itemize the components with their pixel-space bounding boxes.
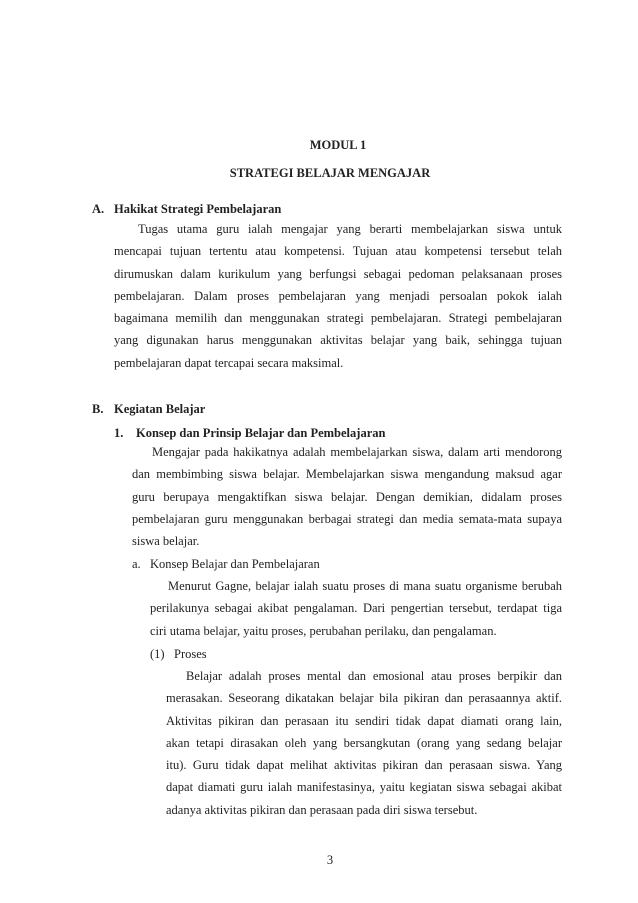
paragraph-line: pembelajaran guru menggunakan berbagai strategi dan media semata-mata supaya <box>132 511 562 526</box>
paragraph-line: bagaimana memilih dan menggunakan strategi pembelajaran. Strategi pembelajaran <box>114 311 562 326</box>
paragraph-line: itu). Guru tidak dapat melihat aktivitas pikiran dan perasaan siswa. Yang <box>166 758 562 773</box>
paragraph-line: Menurut Gagne, belajar ialah suatu proses di mana suatu organisme berubah <box>168 579 562 593</box>
paragraph-line: Tugas utama guru ialah mengajar yang berarti membelajarkan siswa untuk <box>138 222 562 236</box>
paragraph-line: pembelajaran. Dalam proses pembelajaran yang menjadi persoalan pokok ialah <box>114 288 562 303</box>
item-1-label: (1) <box>150 647 165 661</box>
subsection-a-heading <box>132 553 562 575</box>
section-a-label: A. <box>92 202 105 216</box>
section-a-paragraph <box>114 218 562 374</box>
subsection-1-title: Konsep dan Prinsip Belajar dan Pembelajaran <box>136 426 386 440</box>
paragraph-line: Aktivitas pikiran dan perasaan itu sendiri tidak dapat diamati orang lain, <box>166 713 562 728</box>
item-1-title: Proses <box>174 647 207 661</box>
section-b-title: Kegiatan Belajar <box>114 402 206 416</box>
subsection-a-line <box>132 553 562 575</box>
paragraph-line: Mengajar pada hakikatnya adalah membelajarkan siswa, dalam arti mendorong <box>152 445 562 459</box>
paragraph-line: dan membimbing siswa belajar. Membelajarkan siswa mengandung maksud agar <box>132 467 562 482</box>
subsection-a-paragraph <box>150 575 562 642</box>
subsection-1-heading <box>114 426 385 441</box>
page-number: 3 <box>326 853 334 867</box>
paragraph-line: akan tetapi dirasakan oleh yang bersangkutan (orang yang sedang belajar <box>166 735 562 750</box>
subsection-1-label: 1. <box>114 426 124 440</box>
section-a-heading <box>92 202 281 217</box>
paragraph-line: pembelajaran dapat tercapai secara maksimal. <box>114 355 344 370</box>
paragraph-line: Belajar adalah proses mental dan emosional atau proses berpikir dan <box>186 669 562 683</box>
section-b-label: B. <box>92 402 104 416</box>
item-1-line <box>150 643 562 665</box>
section-b-heading <box>92 402 205 417</box>
paragraph-line: yang digunakan harus menggunakan aktivitas belajar yang baik, sehingga tujuan <box>114 333 562 348</box>
module-subtitle: STRATEGI BELAJAR MENGAJAR <box>229 166 431 180</box>
subsection-a-title: Konsep Belajar dan Pembelajaran <box>150 557 320 571</box>
subsection-1-paragraph <box>132 441 562 552</box>
paragraph-line: merasakan. Seseorang dikatakan belajar bila pikiran dan perasaannya aktif. <box>166 691 562 706</box>
subsection-a-label: a. <box>132 557 141 571</box>
paragraph-line: dirumuskan dalam kurikulum yang berfungsi sebagai pedoman pelaksanaan proses <box>114 266 562 281</box>
paragraph-line: adanya aktivitas pikiran dan perasaan pada diri siswa tersebut. <box>166 802 478 817</box>
paragraph-line: dapat diamati guru ialah manifestasinya, yaitu kegiatan siswa sebagai akibat <box>166 780 562 795</box>
item-1-heading <box>150 643 562 665</box>
paragraph-line: siswa belajar. <box>132 534 200 549</box>
paragraph-line: ciri utama belajar, yaitu proses, perubahan perilaku, dan pengalaman. <box>150 623 497 638</box>
module-title: MODUL 1 <box>309 138 367 152</box>
paragraph-line: mencapai tujuan tertentu atau kompetensi. Tujuan atau kompetensi tersebut telah <box>114 244 562 259</box>
item-1-paragraph <box>166 665 562 821</box>
paragraph-line: perilakunya sebagai akibat pengalaman. Dari pengertian tersebut, terdapat tiga <box>150 601 562 616</box>
section-a-title: Hakikat Strategi Pembelajaran <box>114 202 282 216</box>
paragraph-line: guru berupaya mengaktifkan siswa belajar. Dengan demikian, didalam proses <box>132 489 562 504</box>
